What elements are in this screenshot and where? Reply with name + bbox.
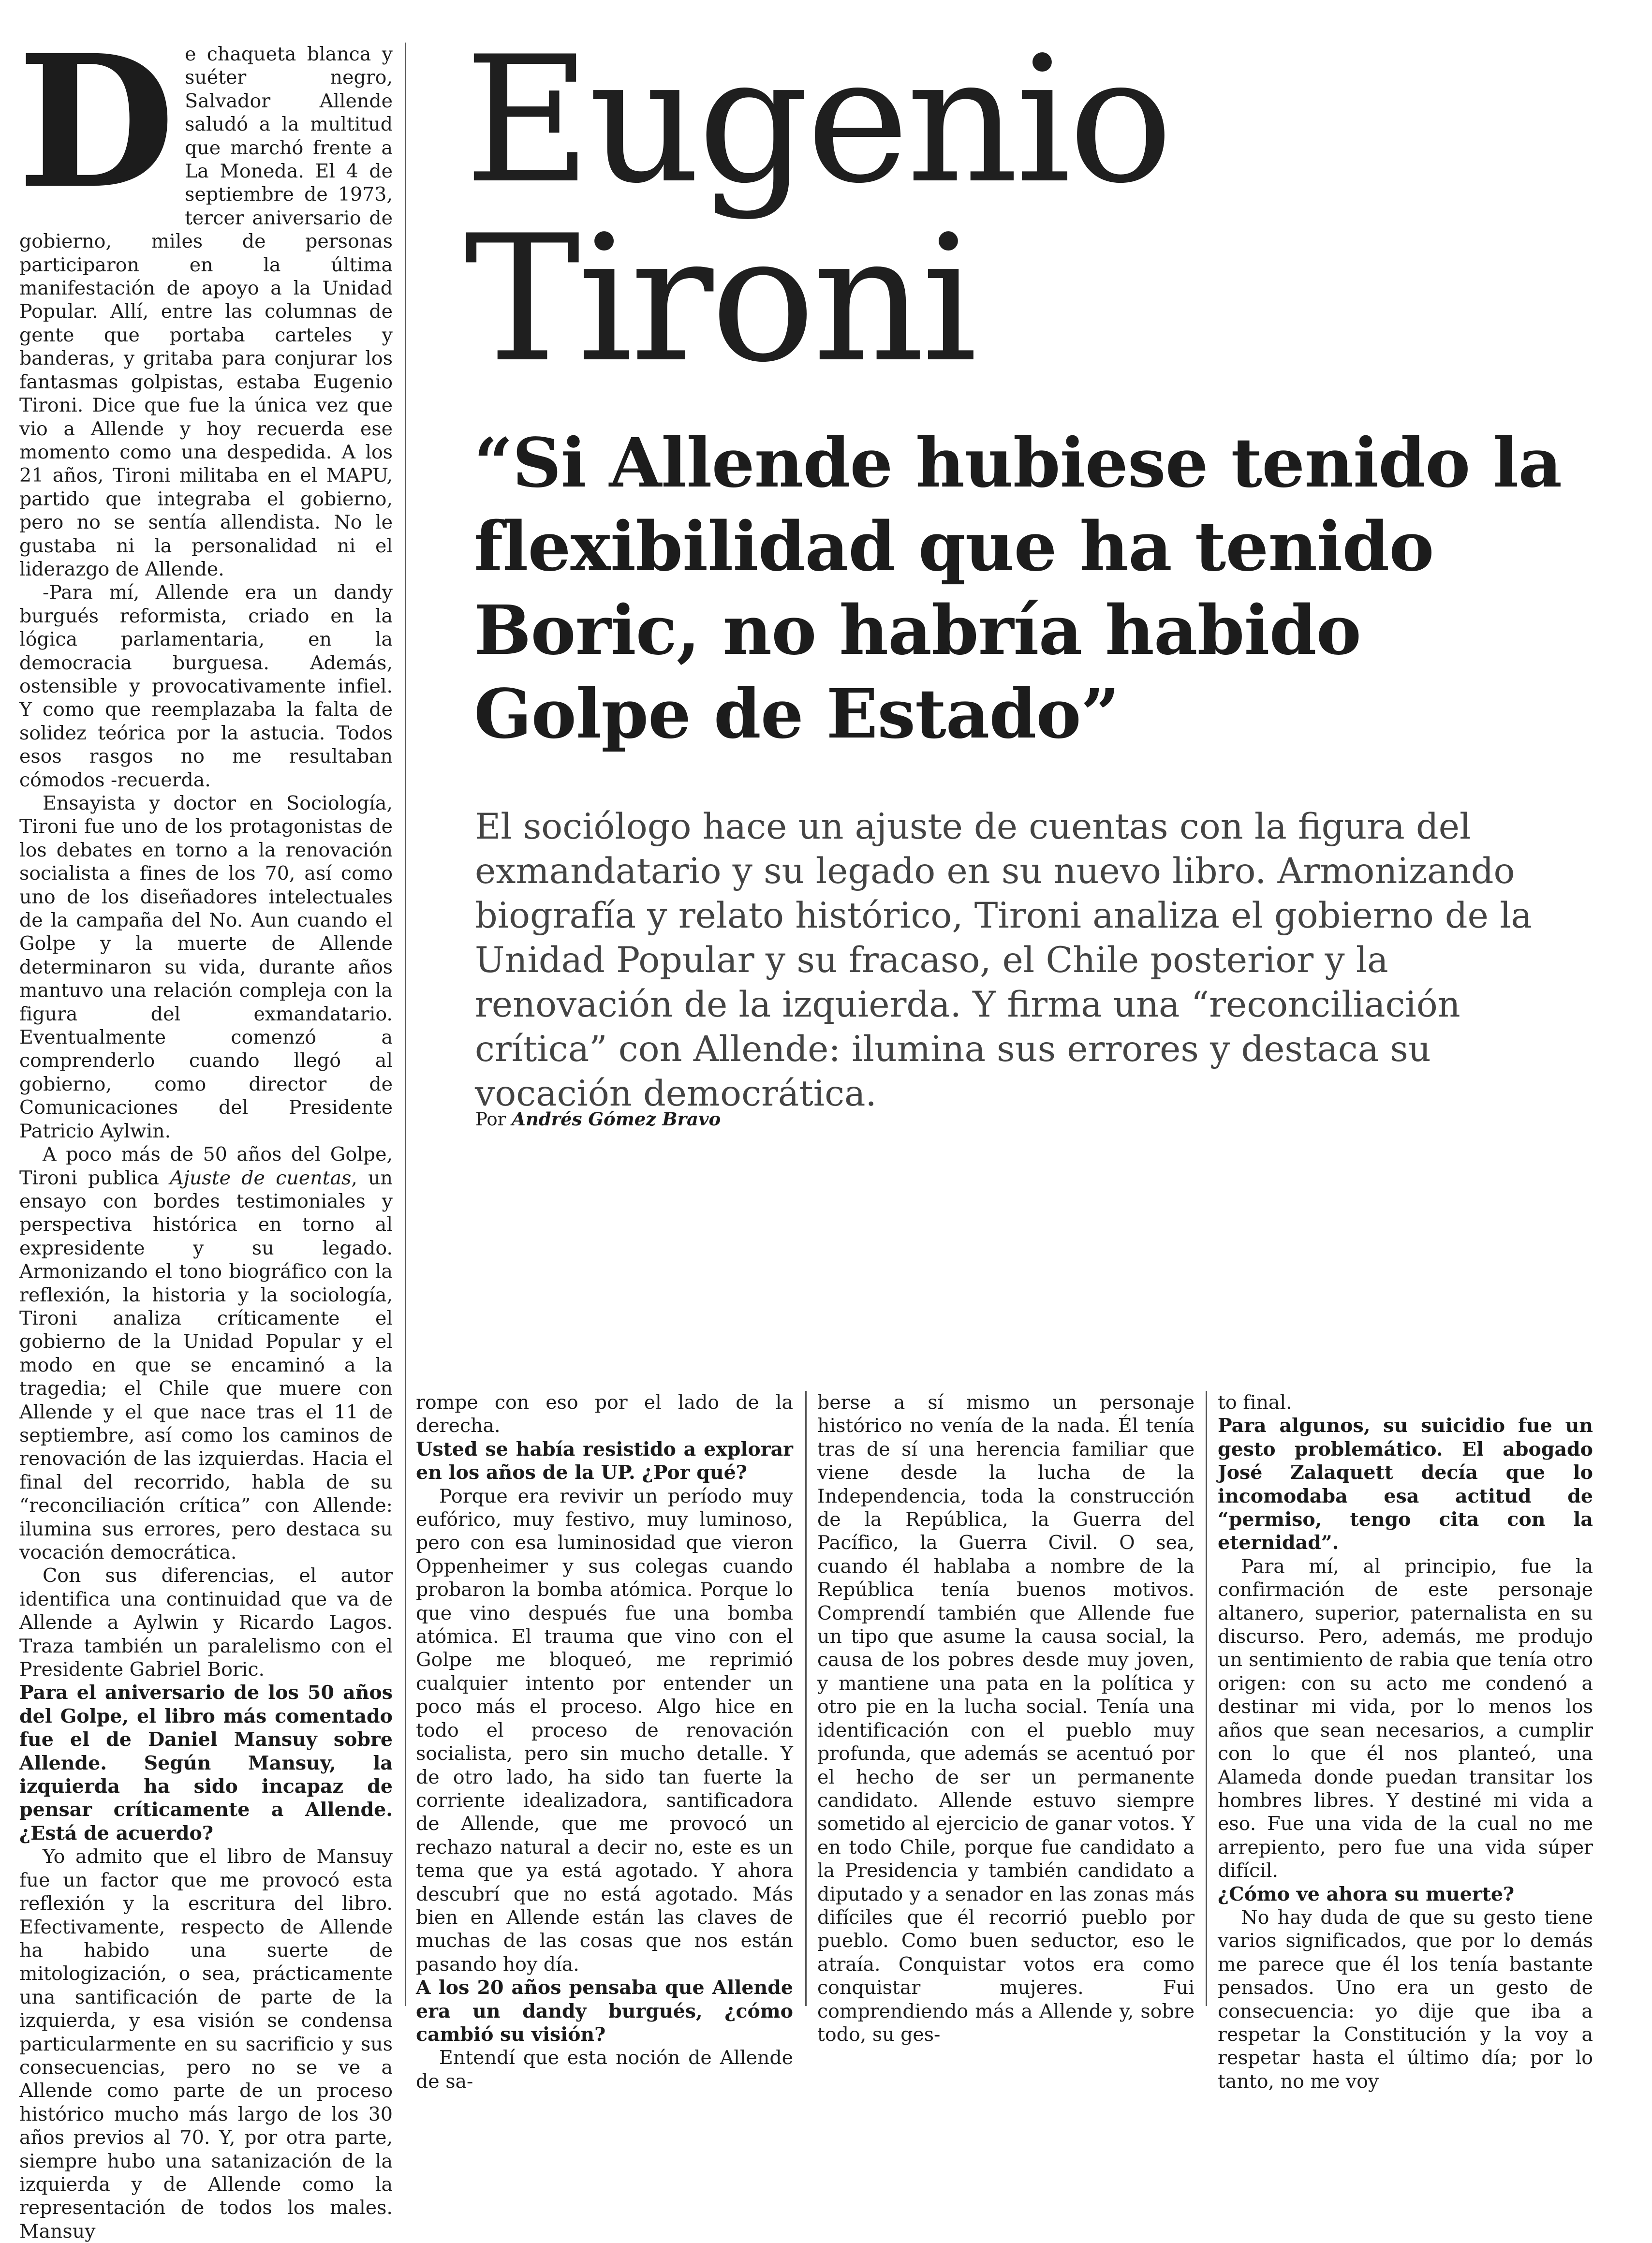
body-paragraph: berse a sí mismo un personaje histórico no venía de la nada. Él tenía tras de sí una herencia familiar que viene desde la lucha de la Independencia, toda la construcción de la República, la Guerra del Pacífico, la Guerra Civil. O sea, cuando él hablaba a nombre de la República tenía buenos motivos. Comprendí también que Allende fue un tipo que asume la causa social, la causa de los pobres desde muy joven, y mantiene una pata en la política y otro pie en la lucha social. Tenía una identificación con el pueblo muy profunda, que además se acentuó por el hecho de ser un permanente candidato. Allende estuvo siempre sometido al ejercicio de ganar votos. Y en todo Chile, porque fue candidato a la Presidencia y también candidato a diputado y a senador en las zonas más difíciles que él recorrió pueblo por pueblo. Como buen seductor, eso le atraía. Conquistar votos era como conquistar mujeres. Fui comprendiendo más a Allende y, sobre todo, su ges- [817,1391,1195,2046]
body-paragraph: -Para mí, Allende era un dandy burgués reformista, criado en la lógica parlamentaria, en la democracia burguesa. Además, ostensible y provocativamente infiel. Y como que reemplazaba la falta de solidez teórica por la astucia. Todos esos rasgos no me resultaban cómodos -recuerda. [19,581,393,791]
drop-cap: D [17,15,176,229]
byline-author: Andrés Gómez Bravo [512,1108,721,1130]
text-run: , un ensayo con bordes testimoniales y perspectiva histórica en torno al expresidente y su legado. Armonizando el tono biográfico con la reflexión, la historia y la sociología, Tironi analiza críticamente el gobierno de la Unidad Popular y el modo en que se encaminó a la tragedia; el Chile que muere con Allende y el que nace tras el 11 de septiembre, así como los caminos de renovación de las izquierdas. Hacia el final del recorrido, habla de su “reconciliación crítica” con Allende: ilumina sus errores, pero destaca su vocación democrática. [19,1166,393,1564]
body-paragraph: to final. [1218,1391,1292,1414]
title-line-2: Tironi [464,198,975,400]
text-run: A poco más de 50 años del Golpe, Tironi publica [19,1143,393,1189]
title-line-1: Eugenio [464,19,1170,221]
column-rule [405,43,406,2006]
interview-question: ¿Cómo ve ahora su muerte? [1218,1883,1515,1905]
interview-question: A los 20 años pensaba que Allende era un dandy burgués, ¿cómo cambió su visión? [416,1977,793,2046]
article-column-1 [17,15,393,2243]
column-rule [805,1391,807,2006]
byline [475,1108,721,1130]
interview-question: Usted se había resistido a explorar en los años de la UP. ¿Por qué? [416,1438,793,1484]
answer-paragraph: Entendí que esta noción de Allende de sa- [416,2047,793,2093]
column-rule [1206,1391,1207,2006]
interview-question: Para algunos, su suicidio fue un gesto problemático. El abogado José Zalaquett decía que lo incomodaba esa actitud de “permiso, tengo cita con la eternidad”. [1218,1415,1593,1554]
body-paragraph: Con sus diferencias, el autor identifica una continuidad que va de Allende a Aylwin y Ricardo Lagos. Traza también un paralelismo con el Presidente Gabriel Boric. [19,1564,393,1681]
headline-quote: “Si Allende hubiese tenido la flexibilidad que ha tenido Boric, no habría habido Golpe de Estado” [474,424,1562,754]
byline-prefix: Por [475,1109,506,1130]
answer-paragraph: No hay duda de que su gesto tiene varios significados, que por lo demás me parece que él los tenía bastante pensados. Uno era un gesto de consecuencia: yo dije que iba a respetar la Constitución y la voy a respetar hasta el último día; por lo tanto, no me voy [1218,1906,1593,2093]
answer-paragraph: Porque era revivir un período muy eufórico, muy festivo, muy luminoso, pero con esa luminosidad que vieron Oppenheimer y sus colegas cuando probaron la bomba atómica. Porque lo que vino después fue una bomba atómica. El trauma que vino con el Golpe me bloqueó, me reprimió cualquier intento por entender un poco más el proceso. Algo hice en todo el proceso de renovación socialista, pero sin mucho detalle. Y de otro lado, ha sido tan fuerte la corriente idealizadora, santificadora de Allende, que me provocó un rechazo natural a decir no, este es un tema que ya está agotado. Y ahora descubrí que no está agotado. Más bien en Allende están las claves de muchas de las cosas que nos están pasando hoy día. [416,1485,793,1976]
body-paragraph [19,1143,393,1564]
article-column-2 [416,1391,793,2093]
article-column-4 [1218,1391,1593,2093]
answer-paragraph: Yo admito que el libro de Mansuy fue un factor que me provocó esta reflexión y la escritura del libro. Efectivamente, respecto de Allende ha habido una suerte de mitologización, o sea, prácticamente una santificación de parte de la izquierda, y esa visión se condensa particularmente en su sacrificio y sus consecuencias, pero no se ve a Allende como parte de un proceso histórico mucho más largo de los 30 años previos al 70. Y, por otra parte, siempre hubo una satanización de la izquierda y de Allende como la representación de todos los males. Mansuy [19,1845,393,2243]
dek-summary: El sociólogo hace un ajuste de cuentas con la figura del exmandatario y su legado en su nuevo libro. Armonizando biografía y relato histórico, Tironi analiza el gobierno de la Unidad Popular y su fracaso, el Chile posterior y la renovación de la izquierda. Y firma una “reconciliación crítica” con Allende: ilumina sus errores y destaca su vocación democrática. [475,806,1532,1114]
body-paragraph: Ensayista y doctor en Sociología, Tironi fue uno de los protagonistas de los debates en torno a la renovación socialista a fines de los 70, así como uno de los diseñadores intelectuales de la campaña del No. Aun cuando el Golpe y la muerte de Allende determinaron su vida, durante años mantuvo una relación compleja con la figura del exmandatario. Eventualmente comenzó a comprenderlo cuando llegó al gobierno, como director de Comunicaciones del Presidente Patricio Aylwin. [19,792,393,1142]
article-column-3 [817,1391,1195,2046]
body-paragraph: rompe con eso por el lado de la derecha. [416,1391,793,1437]
interview-question: Para el aniversario de los 50 años del Golpe, el libro más comentado fue el de Daniel Mansuy sobre Allende. Según Mansuy, la izquierda ha sido incapaz de pensar críticamente a Allende. ¿Está de acuerdo? [19,1682,393,1845]
answer-paragraph: Para mí, al principio, fue la confirmación de este personaje altanero, superior, paternalista en su discurso. Pero, además, me produjo un sentimiento de rabia que tenía otro origen: con su acto me condenó a destinar mi vida, por lo menos los años que sean necesarios, a cumplir con lo que él nos planteó, una Alameda donde puedan transitar los hombres libres. Y destiné mi vida a eso. Fue una vida de la cual no me arrepiento, pero fue una vida súper difícil. [1218,1555,1593,1882]
intro-paragraph: e chaqueta blanca y suéter negro, Salvador Allende saludó a la multitud que marchó frente a La Moneda. El 4 de septiembre de 1973, tercer aniversario de gobierno, miles de personas participaron en la última manifestación de apoyo a la Unidad Popular. Allí, entre las columnas de gente que portaba carteles y banderas, y gritaba para conjurar los fantasmas golpistas, estaba Eugenio Tironi. Dice que fue la única vez que vio a Allende y hoy recuerda ese momento como una despedida. A los 21 años, Tironi militaba en el MAPU, partido que integraba el gobierno, pero no se sentía allendista. No le gustaba ni la personalidad ni el liderazgo de Allende. [19,43,393,580]
book-title: Ajuste de cuentas [170,1166,352,1189]
page-title [464,19,1528,400]
